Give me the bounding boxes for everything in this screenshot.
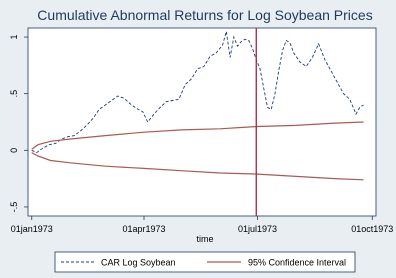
x-axis-title: time <box>196 234 214 244</box>
plot-area <box>28 28 376 216</box>
x-tick-label: 01apr1973 <box>122 224 166 234</box>
x-tick-label: 01oct1973 <box>351 224 394 234</box>
y-tick-label: 1 <box>9 34 19 40</box>
legend <box>55 252 355 272</box>
y-tick-label: 0 <box>9 147 19 153</box>
x-tick-label: 01jan1973 <box>10 224 53 234</box>
chart-title: Cumulative Abnormal Returns for Log Soybean Prices <box>37 7 373 23</box>
y-tick-label: .5 <box>9 89 19 98</box>
x-tick-label: 01jul1973 <box>237 224 278 234</box>
legend-label-car: CAR Log Soybean <box>101 257 176 268</box>
y-tick-label: -.5 <box>9 201 19 213</box>
legend-label-confidence-interval: 95% Confidence Interval <box>248 257 347 268</box>
